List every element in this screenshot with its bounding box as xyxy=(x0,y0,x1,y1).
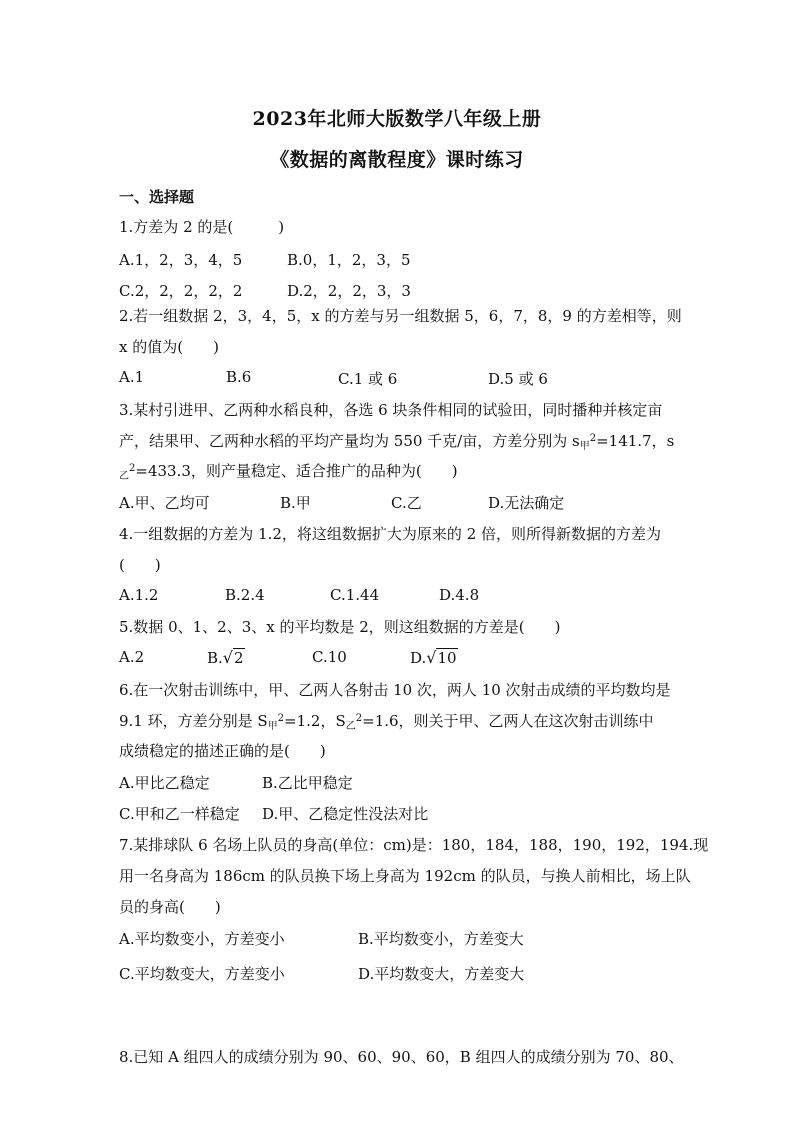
question-2-line-1: 2.若一组数据 2，3，4，5，x 的方差与另一组数据 5，6，7，8，9 的方差相等，则 xyxy=(119,307,682,325)
question-4-option-d: D.4.8 xyxy=(439,586,480,604)
variance-superscript: 2 xyxy=(589,433,597,444)
variance-superscript: 2 xyxy=(129,463,136,474)
question-3-line-2-text-a: 产，结果甲、乙两种水稻的平均产量均为 550 千克/亩，方差分别为 s xyxy=(119,432,580,450)
document-subtitle: 《数据的离散程度》课时练习 xyxy=(270,149,524,171)
question-6-option-d: D.甲、乙稳定性没法对比 xyxy=(262,805,429,823)
question-3-line-1: 3.某村引进甲、乙两种水稻良种，各选 6 块条件相同的试验田，同时播种并核定亩 xyxy=(119,401,663,419)
question-3-option-b: B.甲 xyxy=(280,494,311,512)
question-7-line-3: 员的身高( ) xyxy=(119,898,221,916)
question-1-stem: 1.方差为 2 的是( ) xyxy=(119,218,285,236)
question-6-option-c: C.甲和乙一样稳定 xyxy=(119,805,240,823)
question-1-option-d: D.2，2，2，3，3 xyxy=(287,282,411,300)
question-5-option-a: A.2 xyxy=(119,648,145,666)
variance-superscript: 2 xyxy=(277,713,285,724)
question-3-line-2-text-b: =141.7，s xyxy=(596,432,675,450)
question-4-line-1: 4.一组数据的方差为 1.2，将这组数据扩大为原来的 2 倍，则所得新数据的方差为 xyxy=(119,525,662,543)
document-title: 2023年北师大版数学八年级上册 xyxy=(252,108,542,130)
question-2-option-d: D.5 或 6 xyxy=(488,370,548,388)
question-6-line-2-text-b: =1.2，S xyxy=(284,712,346,730)
question-6-option-a: A.甲比乙稳定 xyxy=(119,774,210,792)
variance-subscript-yi: 乙 xyxy=(119,471,129,482)
question-3-option-d: D.无法确定 xyxy=(488,494,565,512)
question-4-line-2: ( ) xyxy=(119,556,161,574)
variance-subscript-yi: 乙 xyxy=(345,721,356,732)
square-root-icon: √ xyxy=(426,648,437,667)
question-7-option-d: D.平均数变大，方差变大 xyxy=(358,965,525,983)
question-3-option-a: A.甲、乙均可 xyxy=(119,494,210,512)
question-6-line-2 xyxy=(119,710,654,731)
question-7-line-1: 7.某排球队 6 名场上队员的身高(单位：cm)是：180，184，188，190，192，194.现 xyxy=(119,836,709,854)
question-4-option-a: A.1.2 xyxy=(119,586,159,604)
radicand: 2 xyxy=(234,649,244,667)
question-3-line-3 xyxy=(119,460,458,481)
question-5-option-b-label: B. xyxy=(207,649,223,667)
question-6-option-b: B.乙比甲稳定 xyxy=(262,774,353,792)
question-1-option-a: A.1，2，3，4，5 xyxy=(119,251,243,269)
question-2-option-c: C.1 或 6 xyxy=(338,370,398,388)
section-heading: 一、选择题 xyxy=(119,188,195,206)
question-4-option-c: C.1.44 xyxy=(330,586,380,604)
question-2-option-b: B.6 xyxy=(226,368,252,386)
question-7-line-2: 用一名身高为 186cm 的队员换下场上身高为 192cm 的队员，与换人前相比，场上队 xyxy=(119,867,691,885)
question-2-option-a: A.1 xyxy=(119,368,145,386)
square-root-expression xyxy=(223,648,245,667)
question-8-line-1: 8.已知 A 组四人的成绩分别为 90、60、90、60，B 组四人的成绩分别为 70、80、 xyxy=(119,1048,684,1066)
question-7-option-a: A.平均数变小，方差变小 xyxy=(119,930,285,948)
question-3-line-3-text: =433.3，则产量稳定、适合推广的品种为( ) xyxy=(135,462,458,480)
square-root-icon: √ xyxy=(222,648,233,667)
question-2-line-2: x 的值为( ) xyxy=(119,338,219,356)
question-3-line-2 xyxy=(119,430,674,451)
question-6-line-2-text-c: =1.6，则关于甲、乙两人在这次射击训练中 xyxy=(362,712,654,730)
variance-superscript: 2 xyxy=(355,713,363,724)
question-1-option-b: B.0，1，2，3，5 xyxy=(287,251,411,269)
question-4-option-b: B.2.4 xyxy=(225,586,265,604)
question-6-line-1: 6.在一次射击训练中，甲、乙两人各射击 10 次，两人 10 次射击成绩的平均数均是 xyxy=(119,681,671,699)
question-7-option-c: C.平均数变大，方差变小 xyxy=(119,965,285,983)
radicand: 10 xyxy=(437,649,457,667)
question-5-option-d xyxy=(410,648,458,667)
variance-subscript-jia: 甲 xyxy=(579,441,590,452)
question-6-line-2-text-a: 9.1 环，方差分别是 S xyxy=(119,712,268,730)
question-5-stem: 5.数据 0、1、2、3、x 的平均数是 2，则这组数据的方差是( ) xyxy=(119,618,561,636)
question-5-option-c: C.10 xyxy=(312,648,347,666)
variance-subscript-jia: 甲 xyxy=(267,721,278,732)
question-5-option-b xyxy=(207,648,245,667)
square-root-expression xyxy=(426,648,457,667)
question-5-option-d-label: D. xyxy=(410,649,427,667)
question-7-option-b: B.平均数变小，方差变大 xyxy=(358,930,524,948)
question-1-option-c: C.2，2，2，2，2 xyxy=(119,282,243,300)
question-6-line-3: 成绩稳定的描述正确的是( ) xyxy=(119,742,326,760)
question-3-option-c: C.乙 xyxy=(391,494,422,512)
